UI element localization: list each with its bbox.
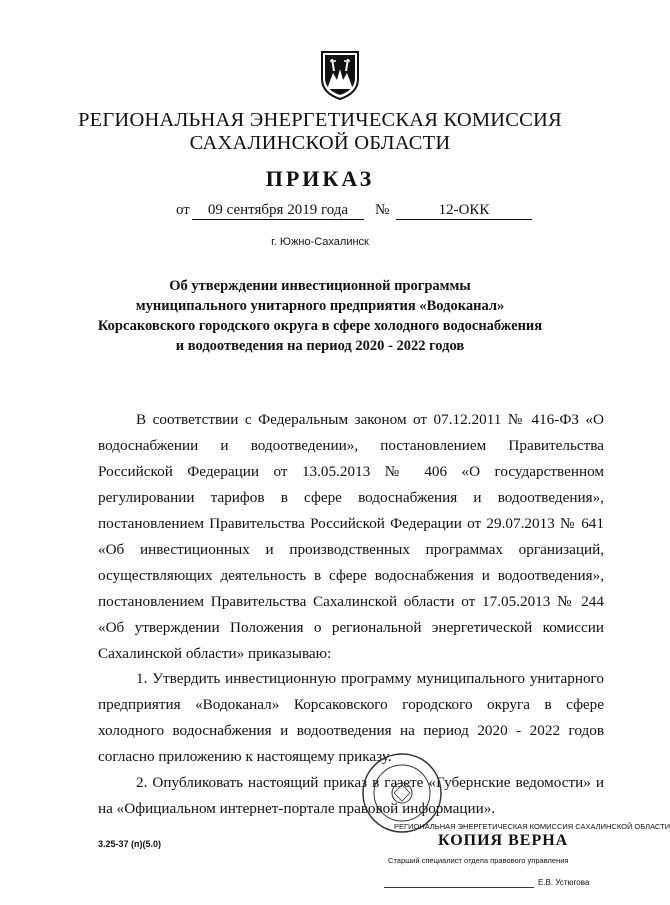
signature-line <box>384 887 534 888</box>
title-line: Корсаковского городского округа в сфере холодного водоснабжения <box>97 318 543 334</box>
body-line: предприятия «Водоканал» Корсаковского городского округа в сфере <box>98 696 604 713</box>
body-line: Российской Федерации от 13.05.2013 № 406 «О государственном <box>98 463 604 480</box>
title-line: муниципального унитарного предприятия «Водоканал» <box>135 298 505 314</box>
stamp-signer-name: Е.В. Устюгова <box>538 878 590 887</box>
body-line: водоснабжении и водоотведении», постановлением Правительства <box>98 437 604 454</box>
coat-of-arms-emblem <box>319 49 361 101</box>
body-line: постановлением Правительства Сахалинской области от 17.05.2013 № 244 <box>98 593 604 610</box>
preamble-paragraph <box>98 407 604 667</box>
stamp-certified-copy: КОПИЯ ВЕРНА <box>438 832 569 849</box>
document-number: 12-ОКК <box>396 202 532 220</box>
title-line: Об утверждении инвестиционной программы <box>169 278 471 294</box>
body-line: В соответствии с Федеральным законом от 07.12.2011 № 416-ФЗ «О <box>136 411 604 428</box>
title-line: и водоотведения на период 2020 - 2022 годов <box>175 338 465 354</box>
stamp-position: Старший специалист отдела правового управления <box>388 856 569 865</box>
document-date: 09 сентября 2019 года <box>192 202 364 220</box>
body-line: регулировании тарифов в сфере водоснабжения и водоотведения», <box>98 489 604 506</box>
body-line: холодного водоснабжения и водоотведения на период 2020 - 2022 годов <box>98 722 604 739</box>
body-line: 2. Опубликовать настоящий приказ в газете «Губернские ведомости» и <box>136 774 604 791</box>
body-line: 1. Утвердить инвестиционную программу муниципального унитарного <box>136 670 604 687</box>
stamp-organization: РЕГИОНАЛЬНАЯ ЭНЕРГЕТИЧЕСКАЯ КОМИССИЯ САХАЛИНСКОЙ ОБЛАСТИ <box>394 822 670 831</box>
organization-name-line1: РЕГИОНАЛЬНАЯ ЭНЕРГЕТИЧЕСКАЯ КОМИССИЯ <box>78 109 562 131</box>
body-line: осуществляющих деятельность в сфере водоснабжения и водоотведения», <box>98 567 604 584</box>
clause-2-paragraph <box>98 770 604 822</box>
document-code: 3.25-37 (п)(5.0) <box>98 839 161 849</box>
body-line: согласно приложению к настоящему приказу. <box>98 748 392 765</box>
body-line: «Об утверждении Положения о региональной энергетической комиссии <box>98 619 604 636</box>
document-title <box>80 276 560 356</box>
number-sign: № <box>375 202 390 218</box>
clause-1-paragraph <box>98 666 604 770</box>
document-type-heading: ПРИКАЗ <box>265 166 375 191</box>
certified-copy-stamp <box>376 816 670 896</box>
body-line: на «Официальном интернет-портале правовой информации». <box>98 800 496 817</box>
body-line: «Об инвестиционных и производственных программах организаций, <box>98 541 604 558</box>
organization-name-line2: САХАЛИНСКОЙ ОБЛАСТИ <box>189 132 451 154</box>
city-label: г. Южно-Сахалинск <box>271 236 369 248</box>
body-line: постановлением Правительства Российской Федерации от 29.07.2013 № 641 <box>98 515 604 532</box>
body-line: Сахалинской области» приказываю: <box>98 645 332 662</box>
date-prefix: от <box>176 202 190 218</box>
